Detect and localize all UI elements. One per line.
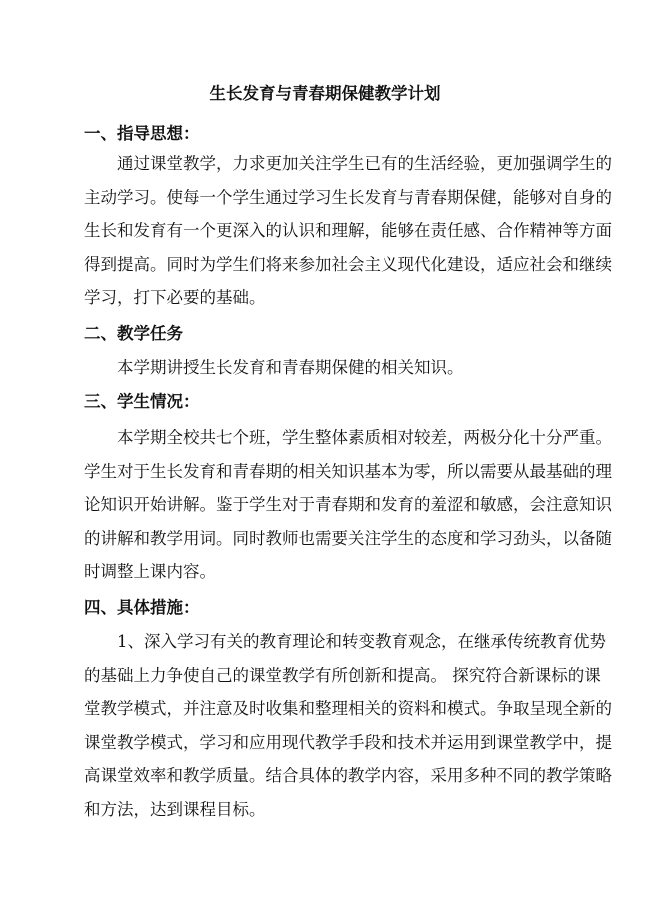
paragraph-line: 论知识开始讲解。鉴于学生对于青春期和发育的羞涩和敏感，会注意知识: [84, 495, 612, 515]
section-body-specific-measures: [84, 625, 612, 827]
paragraph-line: 本学期讲授生长发育和青春期保健的相关知识。: [117, 358, 464, 377]
section-body-student-situation: [84, 421, 612, 589]
paragraph-line: 生长和发育有一个更深入的认识和理解，能够在责任感、合作精神等方面: [84, 221, 612, 241]
paragraph-line: 和方法，达到课程目标。: [84, 799, 266, 819]
paragraph-line: 的基础上力争使自己的课堂教学有所创新和提高。 探究符合新课标的课: [84, 665, 601, 685]
paragraph-line: 学生对于生长发育和青春期的相关知识基本为零，所以需要从最基础的理: [84, 461, 612, 481]
paragraph-line: 本学期全校共七个班，学生整体素质相对较差，两极分化十分严重。: [117, 428, 612, 447]
paragraph-line: 课堂教学模式，学习和应用现代教学手段和技术并运用到课堂教学中，提: [84, 732, 612, 752]
section-heading-teaching-tasks: 二、教学任务: [84, 324, 183, 343]
paragraph-line: 堂教学模式，并注意及时收集和整理相关的资料和模式。争取呈现全新的: [84, 699, 612, 719]
paragraph-line: 时调整上课内容。: [84, 562, 216, 582]
paragraph-line: 高课堂效率和教学质量。结合具体的教学内容，采用多种不同的教学策略: [84, 766, 612, 786]
paragraph-line: 主动学习。使每一个学生通过学习生长发育与青春期保健，能够对自身的: [84, 187, 612, 207]
section-heading-specific-measures: 四、具体措施：: [84, 598, 200, 617]
paragraph-line: 学习，打下必要的基础。: [84, 288, 266, 308]
paragraph-line: 1、深入学习有关的教育理论和转变教育观念，在继承传统教育优势: [117, 632, 606, 651]
paragraph-line: 得到提高。同时为学生们将来参加社会主义现代化建设，适应社会和继续: [84, 254, 612, 274]
section-body-guiding-ideology: [84, 147, 612, 315]
paragraph-line: 通过课堂教学，力求更加关注学生已有的生活经验，更加强调学生的: [117, 154, 612, 173]
document-title: 生长发育与青春期保健教学计划: [209, 84, 441, 103]
paragraph-line: 的讲解和教学用词。同时教师也需要关注学生的态度和学习劲头，以备随: [84, 528, 612, 548]
section-heading-guiding-ideology: 一、指导思想：: [84, 124, 200, 143]
section-heading-student-situation: 三、学生情况：: [84, 392, 200, 411]
section-body-teaching-tasks: [84, 351, 588, 385]
